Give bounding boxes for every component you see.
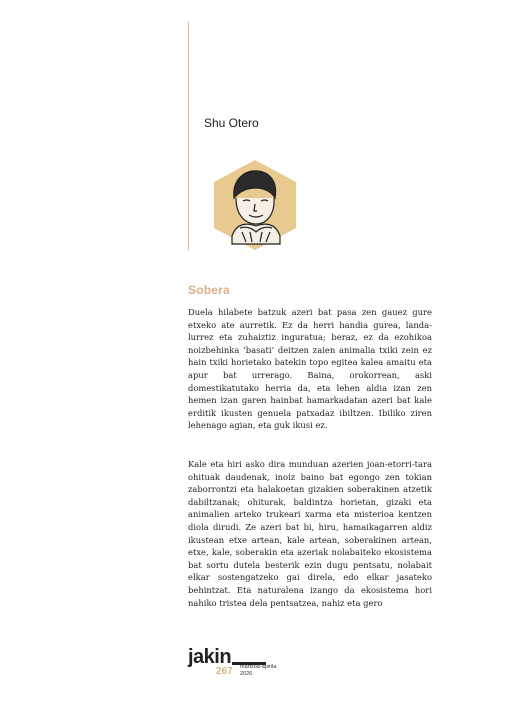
- author-name: Shu Otero: [204, 116, 259, 130]
- jakin-logo: jakin: [188, 646, 232, 668]
- author-portrait-icon: [212, 158, 298, 252]
- issue-year: 2026: [240, 671, 253, 677]
- section-title: Sobera: [188, 283, 230, 297]
- vertical-rule: [188, 22, 189, 250]
- body-paragraph-1: Duela hilabete batzuk azeri bat pasa zen gauez gure etxeko ate aurretik. Ez da herri handia gurea, landa-lurrez eta zuhaiztiz inguratua; beraz, ez da ezohikoa noizbehinka ‘basati’ deitzen zaien animalia txiki zein ez hain txiki horietako batekin topo egitea kalea amaitu eta apur bat urrerago. Baina, orokorrean, aski domestikatutako herria da, eta lehen aldia izan zen hemen izan garen hainbat hamarkadatan azeri bat kale erditik ikusten genuela patxadaz ibiltzen. Ibiliko ziren lehenago agian, eta guk ikusi ez.: [188, 307, 432, 431]
- body-paragraph-2: Kale eta hiri asko dira munduan azerien joan-etorri-tara ohituak daudenak, inoiz baino bat egongo zen tokian zaborrontzi eta halakoetan gizakien soberakinen atzetik dabiltzanak; ohiturak, baldintza horietan, gizaki eta animalien arteko trukeari xarma eta misterioa kentzen diola dirudi. Ze azeri bat bi, hiru, hamaikagarren aldiz ikustean etxe artean, kale artean, soberakinen artean, etxe, kale, soberakin eta azeriak nolabaiteko ekosistema bat sortu dutela besterik ezin dugu pentsatu, nolabait elkar sostengatzeko gai direla, edo elkar jasateko behintzat. Eta naturalena izango da ekosistema hori nahiko tristea dela pentsatzea, nahiz eta gero: [188, 459, 432, 608]
- issue-number: 267: [216, 666, 233, 677]
- issue-period: martxoa-apirila: [240, 664, 277, 670]
